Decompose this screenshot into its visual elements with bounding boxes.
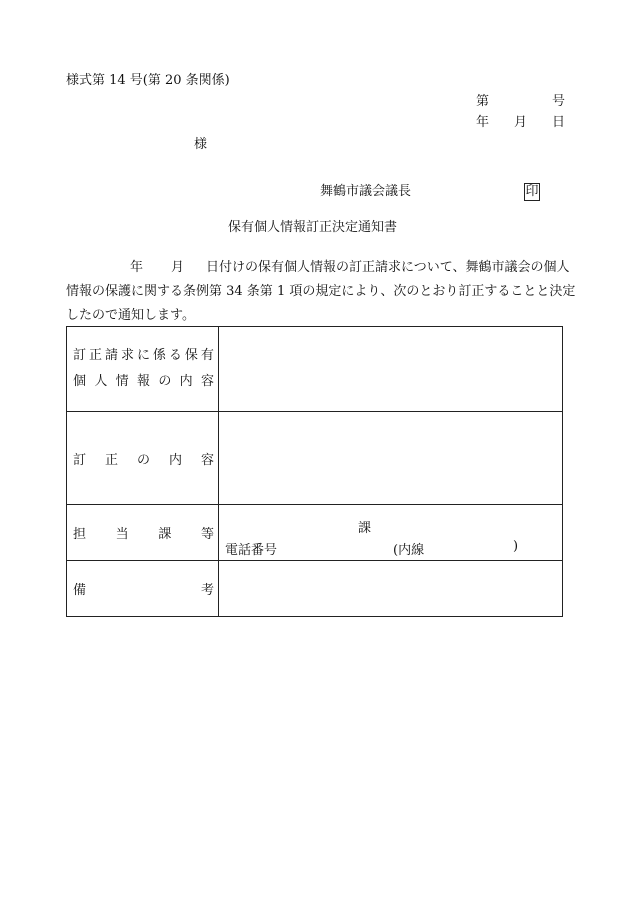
date-year: 年: [476, 115, 490, 130]
label-target-info-char: に: [136, 348, 150, 363]
label-target-info-char: 容: [200, 374, 214, 389]
label-remarks-char: 考: [200, 583, 214, 598]
label-correction-text: [73, 449, 214, 468]
cell-remarks[interactable]: [219, 561, 563, 617]
label-target-info-char: 内: [179, 374, 193, 389]
label-correction-char: 内: [168, 452, 182, 468]
table-row-remarks: [67, 561, 563, 617]
form-id: 様式第 14 号(第 20 条関係): [66, 73, 230, 88]
label-target-info-char: 請: [104, 348, 118, 363]
table-row-department: [67, 505, 563, 561]
label-department-text: [73, 523, 214, 542]
label-target-info-char: 訂: [73, 348, 87, 363]
doc-number-suffix: 号: [552, 94, 566, 109]
date-day: 日: [552, 115, 566, 130]
table-row-correction: [67, 412, 563, 505]
label-correction-char: 訂: [73, 452, 87, 468]
label-department-char: 課: [158, 527, 172, 542]
label-department-char: 担: [73, 527, 87, 542]
label-target-info-char: 保: [184, 348, 198, 363]
label-department-char: 当: [115, 527, 129, 542]
table-row-target-info: [67, 327, 563, 412]
notice-table: [66, 326, 563, 617]
label-remarks-char: 備: [73, 583, 87, 598]
label-target-info-char: 個: [73, 374, 87, 389]
label-correction-char: の: [136, 452, 150, 468]
document-title: 保有個人情報訂正決定通知書: [228, 220, 398, 235]
seal-mark: [524, 183, 540, 201]
body-line-1-text: 日付けの保有個人情報の訂正請求について、舞鶴市議会の個人: [206, 260, 570, 275]
label-correction-char: 容: [200, 452, 214, 468]
label-target-info-char: る: [168, 348, 182, 363]
department-section: 課: [358, 520, 372, 536]
issuer-name: 舞鶴市議会議長: [320, 184, 412, 199]
label-department: [67, 505, 219, 561]
cell-department[interactable]: [219, 505, 563, 561]
phone-label: 電話番号: [225, 542, 278, 558]
seal-icon: 印: [525, 184, 539, 199]
label-target-info-char: 報: [136, 374, 150, 389]
body-paragraph: [66, 256, 576, 328]
extension-open: (内線: [393, 542, 425, 558]
label-remarks: [67, 561, 219, 617]
label-target-info-char: 係: [152, 348, 166, 363]
extension-close: ): [513, 538, 519, 554]
cell-target-info[interactable]: [219, 327, 563, 412]
label-target-info-line-2: [73, 369, 214, 395]
body-line-3: したので通知します。: [66, 308, 195, 323]
body-line-1: [66, 256, 570, 280]
label-target-info: [67, 327, 219, 412]
body-year: 年: [130, 260, 144, 275]
label-target-info-char: 求: [120, 348, 134, 363]
body-line-2: 情報の保護に関する条例第 34 条第 1 項の規定により、次のとおり訂正することと決定: [66, 284, 576, 299]
recipient-suffix: 様: [194, 137, 208, 152]
label-target-info-char: 人: [94, 374, 108, 389]
label-target-info-line-1: [73, 343, 214, 369]
label-target-info-char: の: [158, 374, 172, 389]
cell-correction[interactable]: [219, 412, 563, 505]
label-target-info-char: 有: [200, 348, 214, 363]
label-target-info-char: 情: [115, 374, 129, 389]
body-month: 月: [171, 260, 185, 275]
label-department-char: 等: [200, 527, 214, 542]
label-correction: [67, 412, 219, 505]
label-correction-char: 正: [104, 452, 118, 468]
label-target-info-char: 正: [88, 348, 102, 363]
label-remarks-text: [73, 579, 214, 598]
doc-number-prefix: 第: [476, 94, 490, 109]
date-month: 月: [514, 115, 528, 130]
